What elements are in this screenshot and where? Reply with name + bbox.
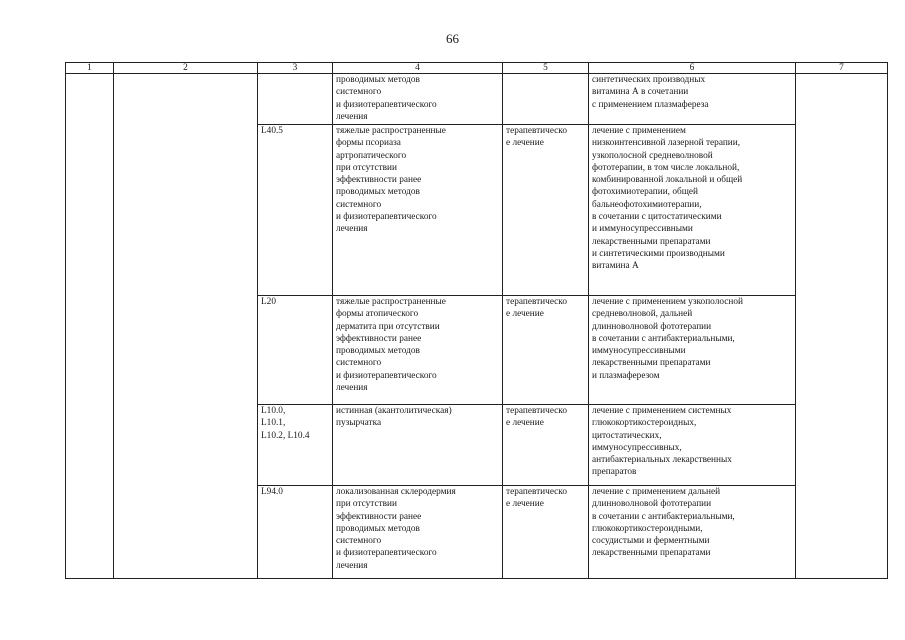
cell-line: с применением плазмафереза: [592, 99, 709, 110]
cell-line: лечение с применением узкополосной: [592, 297, 743, 307]
table-row: [66, 74, 888, 125]
cell-line: проводимых методов: [336, 75, 420, 85]
cell-line: L94.0: [261, 487, 283, 497]
cell-line: терапевтическо: [506, 126, 567, 136]
cell-line: при отсутствии: [336, 499, 397, 510]
cell-line: эффективности ранее: [336, 175, 422, 186]
treatment-table: [65, 62, 888, 579]
cell-line: антибактериальных лекарственных: [592, 455, 732, 466]
cell-line: и физиотерапевтического: [336, 548, 437, 559]
cell-line: лечения: [336, 560, 368, 571]
cell-line: эффективности ранее: [336, 511, 422, 522]
cell-line: терапевтическо: [506, 487, 567, 497]
cell-line: длинноволновой фототерапии: [592, 499, 712, 510]
cell-line: терапевтическо: [506, 297, 567, 307]
method-cell: [589, 125, 796, 296]
code-cell: [258, 405, 333, 486]
column-header: 5: [503, 63, 589, 74]
cell-line: системного: [336, 199, 382, 210]
cell-line: и иммуносупрессивными: [592, 224, 693, 235]
cell-line: лекарственными препаратами: [592, 358, 711, 369]
cell-line: лекарственными препаратами: [592, 236, 711, 247]
cell-line: проводимых методов: [336, 187, 420, 198]
treatment-type-cell: [503, 296, 589, 405]
method-cell: [589, 405, 796, 486]
cell-line: тяжелые распространенные: [336, 126, 446, 136]
code-cell: [258, 296, 333, 405]
cell-line: иммуносупрессивных,: [592, 442, 682, 453]
cell-line: истинная (акантолитическая): [336, 406, 452, 416]
cell-line: проводимых методов: [336, 346, 420, 357]
cell-line: комбинированной локальной и общей: [592, 175, 743, 186]
cell-line: артропатического: [336, 150, 407, 161]
cell-line: цитостатических,: [592, 430, 662, 441]
cell-line: лекарственными препаратами: [592, 548, 711, 559]
cell-line: е лечение: [506, 309, 544, 320]
page-number: 66: [446, 31, 459, 46]
cell-line: в сочетании с антибактериальными,: [592, 333, 735, 344]
cell-line: системного: [336, 87, 382, 98]
cell-line: низкоинтенсивной лазерной терапии,: [592, 138, 741, 149]
cell-line: и физиотерапевтического: [336, 99, 437, 110]
cell-line: в сочетании с антибактериальными,: [592, 511, 735, 522]
cell-line: лечения: [336, 224, 368, 235]
column-header: 6: [589, 63, 796, 74]
column-7-cell: [796, 74, 888, 579]
code-cell: [258, 125, 333, 296]
column-1-cell: [66, 74, 114, 579]
condition-cell: [333, 296, 503, 405]
cell-line: лечение с применением системных: [592, 406, 732, 416]
method-cell: [589, 296, 796, 405]
cell-line: и физиотерапевтического: [336, 370, 437, 381]
column-header: 2: [114, 63, 258, 74]
treatment-type-cell: [503, 405, 589, 486]
method-cell: [589, 74, 796, 125]
cell-line: лечение с применением: [592, 126, 686, 136]
cell-line: терапевтическо: [506, 406, 567, 416]
code-cell: [258, 74, 333, 125]
cell-line: и плазмаферезом: [592, 370, 660, 381]
cell-line: L10.0,: [261, 406, 286, 416]
condition-cell: [333, 486, 503, 579]
cell-line: тяжелые распространенные: [336, 297, 446, 307]
cell-line: L10.2, L10.4: [261, 430, 310, 441]
cell-line: е лечение: [506, 499, 544, 510]
cell-line: L20: [261, 297, 276, 307]
cell-line: узкополосной средневолновой: [592, 150, 713, 161]
column-2-cell: [114, 74, 258, 579]
column-header: 4: [333, 63, 503, 74]
cell-line: проводимых методов: [336, 523, 420, 534]
cell-line: лечения: [336, 111, 368, 122]
column-header: 3: [258, 63, 333, 74]
cell-line: в сочетании с цитостатическими: [592, 212, 722, 223]
column-header: 1: [66, 63, 114, 74]
cell-line: лечение с применением дальней: [592, 487, 721, 497]
column-header: 7: [796, 63, 888, 74]
cell-line: эффективности ранее: [336, 333, 422, 344]
condition-cell: [333, 125, 503, 296]
cell-line: е лечение: [506, 418, 544, 429]
cell-line: препаратов: [592, 467, 637, 478]
cell-line: формы атопического: [336, 309, 419, 320]
cell-line: при отсутствии: [336, 162, 397, 173]
cell-line: системного: [336, 536, 382, 547]
treatment-type-cell: [503, 74, 589, 125]
cell-line: лечения: [336, 383, 368, 394]
cell-line: е лечение: [506, 138, 544, 149]
cell-line: средневолновой, дальней: [592, 309, 693, 320]
cell-line: глюкокортикостероидными,: [592, 523, 703, 534]
cell-line: формы псориаза: [336, 138, 401, 149]
cell-line: и физиотерапевтического: [336, 212, 437, 223]
cell-line: L10.1,: [261, 418, 286, 429]
cell-line: сосудистыми и ферментными: [592, 536, 710, 547]
cell-line: бальнеофотохимиотерапии,: [592, 199, 702, 210]
cell-line: и синтетическими производными: [592, 248, 725, 259]
cell-line: фотохимиотерапии, общей: [592, 187, 698, 198]
cell-line: длинноволновой фототерапии: [592, 321, 712, 332]
cell-line: локализованная склеродермия: [336, 487, 456, 497]
treatment-type-cell: [503, 486, 589, 579]
code-cell: [258, 486, 333, 579]
cell-line: L40.5: [261, 126, 283, 136]
cell-line: системного: [336, 358, 382, 369]
cell-line: дерматита при отсутствии: [336, 321, 440, 332]
cell-line: иммуносупрессивными: [592, 346, 686, 357]
cell-line: фототерапии, в том числе локальной,: [592, 162, 740, 173]
condition-cell: [333, 74, 503, 125]
condition-cell: [333, 405, 503, 486]
column-header-row: [66, 63, 888, 74]
cell-line: витамина А: [592, 261, 639, 272]
cell-line: глюкокортикостероидных,: [592, 418, 697, 429]
treatment-type-cell: [503, 125, 589, 296]
cell-line: пузырчатка: [336, 418, 382, 429]
cell-line: синтетических производных: [592, 75, 706, 85]
cell-line: витамина А в сочетании: [592, 87, 689, 98]
method-cell: [589, 486, 796, 579]
